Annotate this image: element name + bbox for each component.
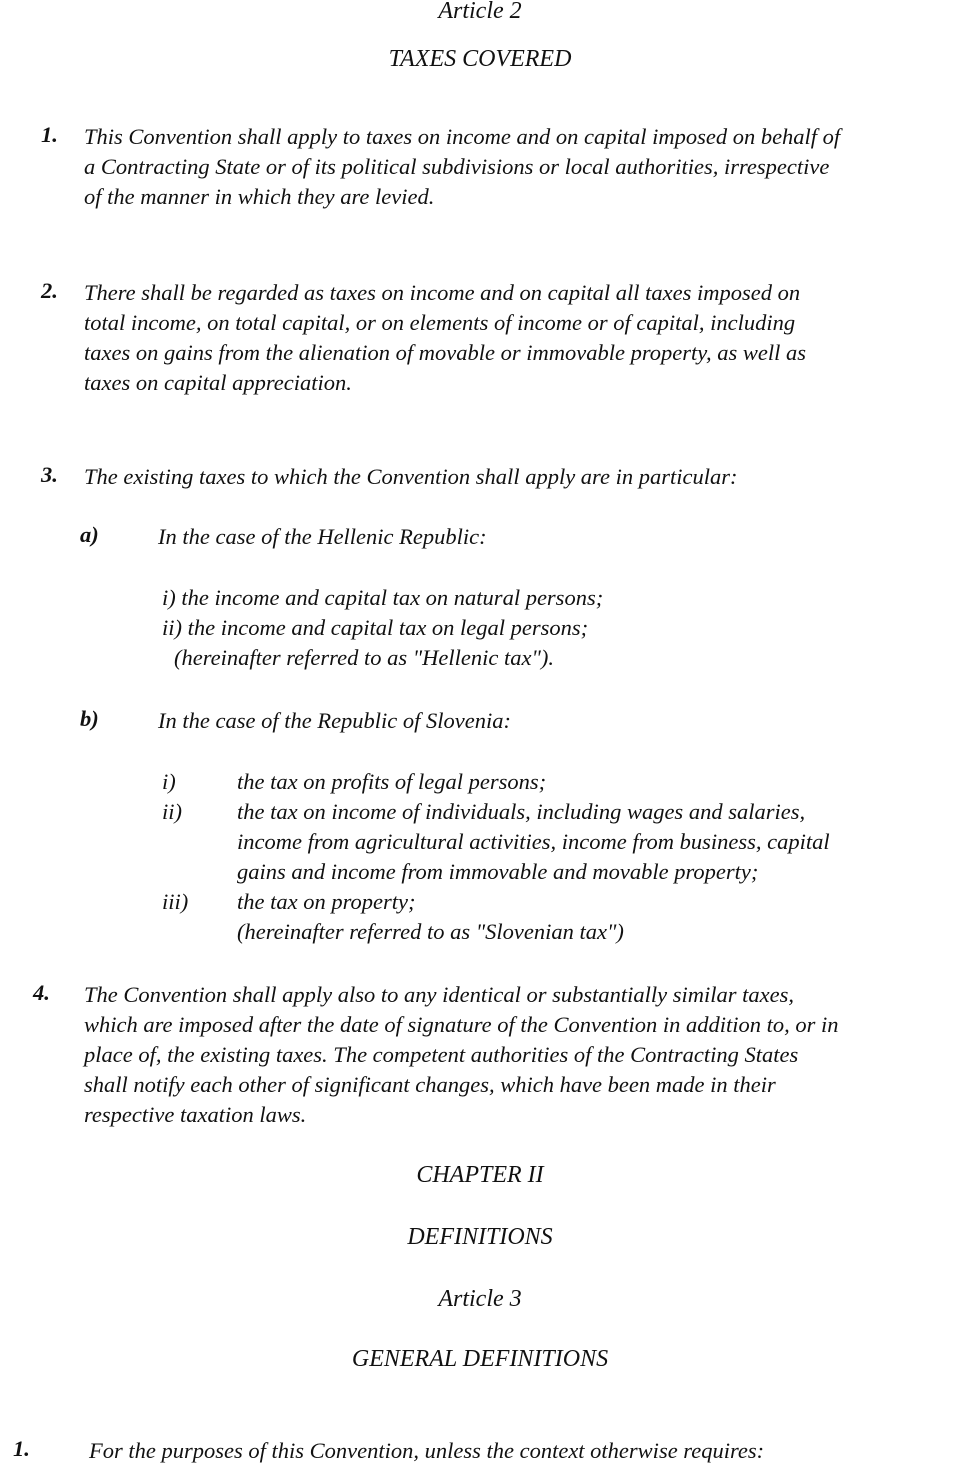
paragraph-4-number: 4. <box>33 980 50 1005</box>
sub-b-item-label: i) <box>162 769 176 794</box>
sub-a-label: a) <box>80 522 99 547</box>
sub-b-item-label: ii) <box>162 799 182 824</box>
sub-a-item: i) the income and capital tax on natural persons; <box>162 585 604 610</box>
definitions-paragraph: For the purposes of this Convention, unless the context otherwise requires: <box>89 1438 765 1463</box>
sub-b-label: b) <box>80 706 99 731</box>
paragraph-1-line: a Contracting State or of its political subdivisions or local authorities, irrespective <box>84 154 830 179</box>
paragraph-4-line: The Convention shall apply also to any identical or substantially similar taxes, <box>84 982 794 1007</box>
paragraph-2-line: taxes on capital appreciation. <box>84 370 352 395</box>
sub-a-item: ii) the income and capital tax on legal persons; <box>162 615 589 640</box>
sub-b-item-line: gains and income from immovable and movable property; <box>237 859 759 884</box>
paragraph-2-number: 2. <box>41 278 58 303</box>
sub-a-note: (hereinafter referred to as "Hellenic tax"). <box>174 645 555 670</box>
chapter-heading: CHAPTER II <box>416 1162 544 1188</box>
paragraph-3-number: 3. <box>41 462 58 487</box>
sub-b-item <box>237 797 830 887</box>
paragraph-2-line: taxes on gains from the alienation of movable or immovable property, as well as <box>84 340 807 365</box>
paragraph-2-line: total income, on total capital, or on elements of income or of capital, including <box>84 310 796 335</box>
paragraph-1 <box>84 122 840 212</box>
article-2-title: TAXES COVERED <box>388 46 572 72</box>
sub-a-list <box>162 583 603 673</box>
sub-b-item-line: the tax on property; <box>237 889 416 914</box>
paragraph-4-line: respective taxation laws. <box>84 1102 307 1127</box>
paragraph-1-number: 1. <box>41 122 58 147</box>
paragraph-4-line: which are imposed after the date of signature of the Convention in addition to, or in <box>84 1012 839 1037</box>
paragraph-1-line: This Convention shall apply to taxes on income and on capital imposed on behalf of <box>84 124 841 149</box>
sub-b-item-line: income from agricultural activities, income from business, capital <box>237 829 830 854</box>
sub-b-item <box>237 887 624 947</box>
sub-a-text: In the case of the Hellenic Republic: <box>158 524 487 549</box>
paragraph-3-intro: The existing taxes to which the Convention shall apply are in particular: <box>84 464 738 489</box>
chapter-title: DEFINITIONS <box>407 1224 553 1250</box>
sub-b-item-label: iii) <box>162 889 189 914</box>
paragraph-4-line: shall notify each other of significant changes, which have been made in their <box>84 1072 776 1097</box>
sub-b-item <box>237 767 546 797</box>
paragraph-2-line: There shall be regarded as taxes on income and on capital all taxes imposed on <box>84 280 801 305</box>
paragraph-2 <box>84 278 806 398</box>
sub-b-text: In the case of the Republic of Slovenia: <box>158 708 512 733</box>
sub-b-item-line: the tax on income of individuals, including wages and salaries, <box>237 799 806 824</box>
article-3-title: GENERAL DEFINITIONS <box>351 1346 609 1372</box>
sub-b-item-line: the tax on profits of legal persons; <box>237 769 547 794</box>
sub-b-item-line: (hereinafter referred to as "Slovenian tax") <box>237 919 624 944</box>
article-3-heading: Article 3 <box>438 1286 522 1312</box>
paragraph-4 <box>84 980 839 1130</box>
paragraph-4-line: place of, the existing taxes. The competent authorities of the Contracting States <box>84 1042 799 1067</box>
paragraph-1-line: of the manner in which they are levied. <box>84 184 435 209</box>
article-2-heading: Article 2 <box>438 0 522 24</box>
definitions-paragraph-number: 1. <box>13 1436 30 1461</box>
